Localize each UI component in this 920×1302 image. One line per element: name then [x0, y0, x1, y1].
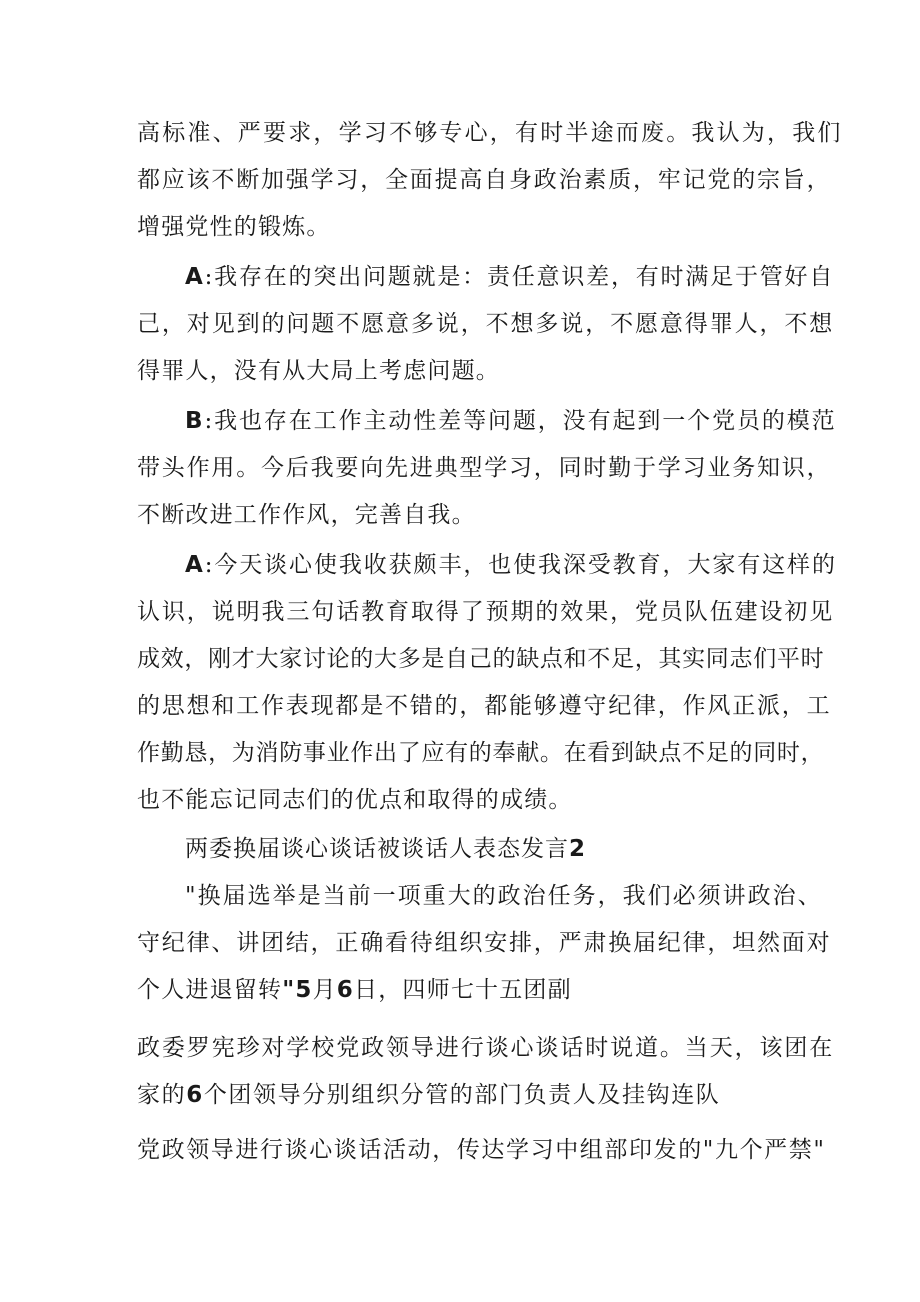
text-span: 6	[186, 1082, 204, 1108]
text-span: 个人进退留转	[137, 977, 283, 1003]
text-line: "换届选举是当前一项重大的政治任务，我们必须讲政治、	[185, 883, 823, 909]
text-line	[185, 550, 837, 580]
heading-number: 2	[569, 836, 587, 862]
text-line: 作勤恳，为消防事业作出了应有的奉献。在看到缺点不足的同时，	[137, 740, 825, 766]
text-line: 增强党性的锻炼。	[137, 214, 331, 240]
text-line: 政委罗宪珍对学校党政领导进行谈心谈话时说道。当天，该团在	[137, 1035, 835, 1061]
text-line: 的思想和工作表现都是不错的，都能够遵守纪律，作风正派，工	[137, 693, 832, 719]
text-line: 高标准、严要求，学习不够专心，有时半途而废。我认为，我们	[137, 120, 843, 146]
text-line: 不断改进工作作风，完善自我。	[137, 502, 476, 528]
speaker-label: A	[185, 552, 205, 578]
text-line	[137, 975, 572, 1005]
speaker-label: A	[185, 264, 205, 290]
text-span: 家的	[137, 1082, 187, 1108]
text-span: 月	[312, 977, 337, 1003]
text-span: :我存在的突出问题就是：责任意识差，有时满足于管好自	[204, 264, 835, 290]
text-line: 也不能忘记同志们的优点和取得的成绩。	[137, 787, 573, 813]
text-span: :我也存在工作主动性差等问题，没有起到一个党员的模范	[204, 408, 837, 434]
text-line: 认识，说明我三句话教育取得了预期的效果，党员队伍建设初见	[137, 599, 835, 625]
speaker-label: B	[185, 408, 205, 434]
text-line	[185, 262, 834, 292]
text-line	[185, 406, 837, 436]
section-heading	[185, 834, 586, 864]
text-line	[137, 1080, 720, 1110]
text-line: 党政领导进行谈心谈话活动，传达学习中组部印发的"九个严禁"	[137, 1137, 826, 1163]
text-line: 己，对见到的问题不愿意多说，不想多说，不愿意得罪人，不想	[137, 311, 835, 337]
text-line: 守纪律、讲团结，正确看待组织安排，严肃换届纪律，坦然面对	[137, 930, 832, 956]
text-line: 得罪人，没有从大局上考虑问题。	[137, 358, 500, 384]
text-span: 个团领导分别组织分管的部门负责人及挂钩连队	[203, 1082, 721, 1108]
text-line: 成效，刚才大家讨论的大多是自己的缺点和不足，其实同志们平时	[137, 646, 825, 672]
text-span: "5	[282, 977, 313, 1003]
text-line: 带头作用。今后我要向先进典型学习，同时勤于学习业务知识，	[137, 455, 832, 481]
text-line: 都应该不断加强学习，全面提高自身政治素质，牢记党的宗旨，	[137, 167, 832, 193]
heading-text: 两委换届谈心谈话被谈话人表态发言	[185, 836, 569, 862]
text-span: 日，四师七十五团副	[354, 977, 572, 1003]
text-span: :今天谈心使我收获颇丰，也使我深受教育，大家有这样的	[204, 552, 837, 578]
text-span: 6	[336, 977, 355, 1003]
